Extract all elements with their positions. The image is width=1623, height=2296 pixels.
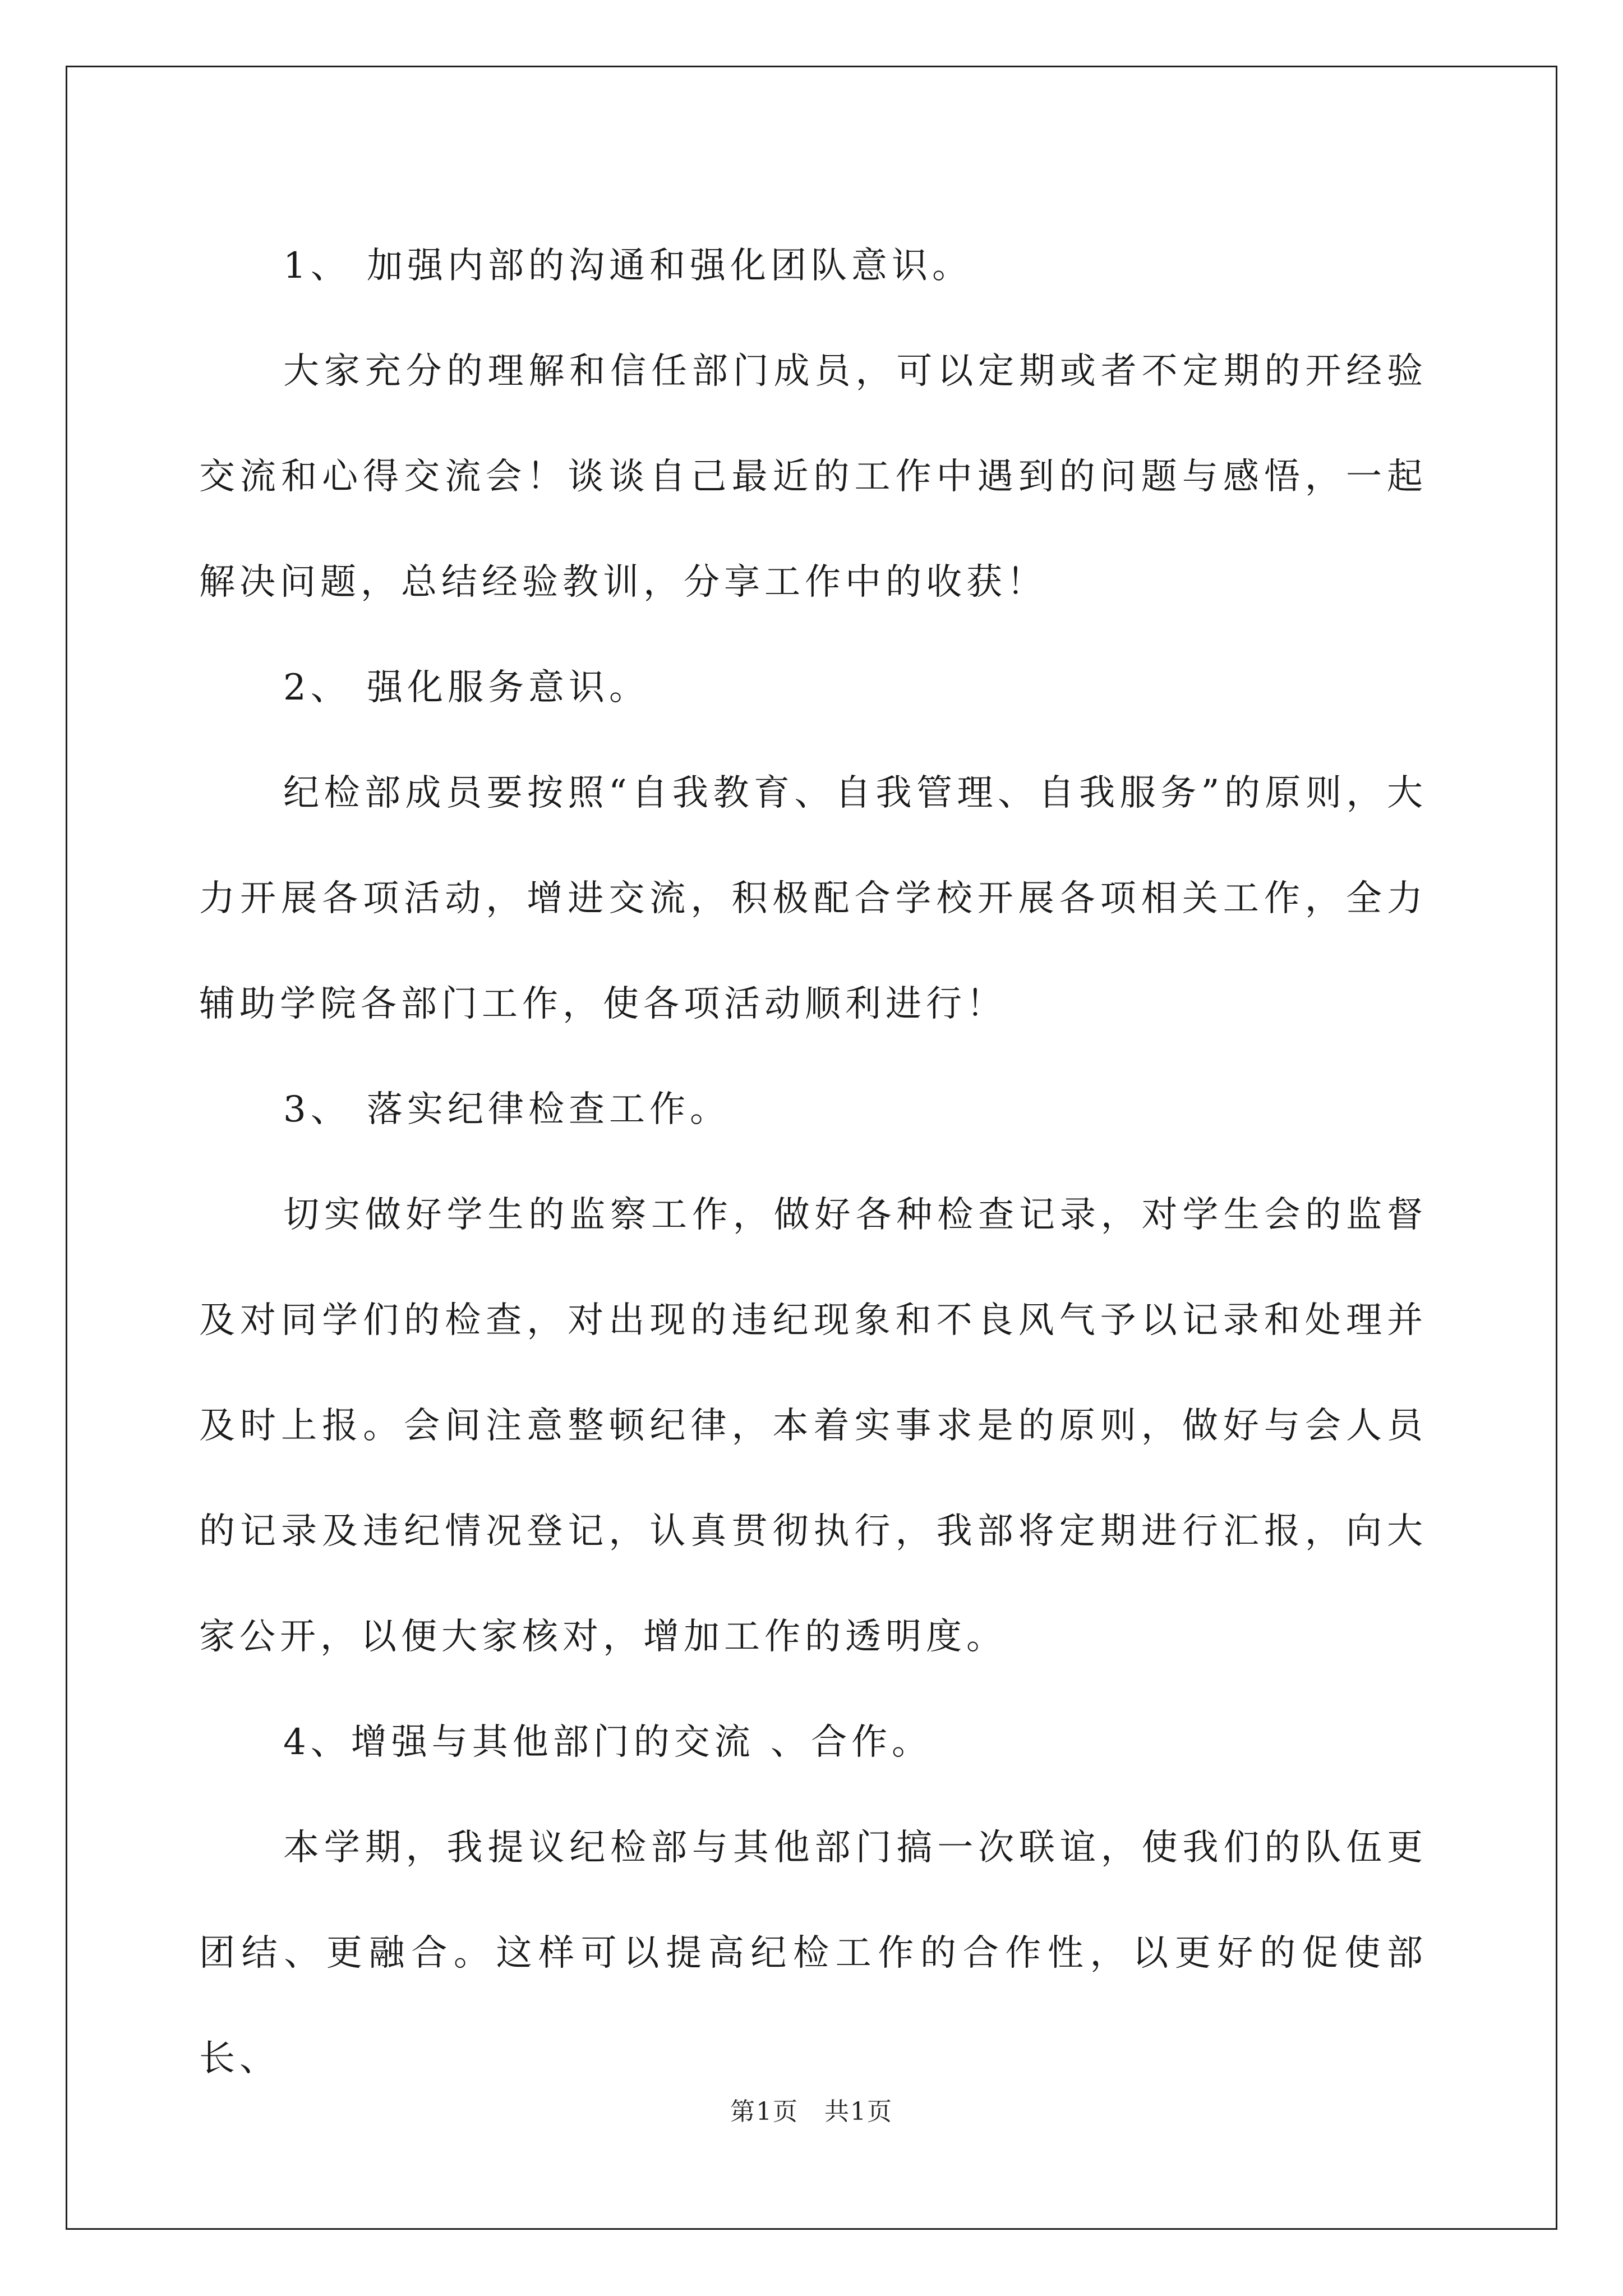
paragraph-2: 纪检部成员要按照“自我教育、自我管理、自我服务”的原则，大力开展各项活动，增进交流，积极配合学校开展各项相关工作，全力辅助学院各部门工作，使各项活动顺利进行！ (199, 772, 1427, 1025)
heading-4: 4、增强与其他部门的交流 、合作。 (283, 1722, 933, 1763)
document-body (199, 213, 1427, 2111)
paragraph-3: 切实做好学生的监察工作，做好各种检查记录，对学生会的监督及对同学们的检查，对出现的违纪现象和不良风气予以记录和处理并及时上报。会间注意整顿纪律，本着实事求是的原则，做好与会人员的记录及违纪情况登记，认真贯彻执行，我部将定期进行汇报，向大家公开，以便大家核对，增加工作的透明度。 (199, 1194, 1427, 1658)
paragraph-1: 大家充分的理解和信任部门成员，可以定期或者不定期的开经验交流和心得交流会！谈谈自己最近的工作中遇到的问题与感悟，一起解决问题，总结经验教训，分享工作中的收获！ (199, 351, 1427, 603)
page-footer: 第1页 共1页 (730, 2097, 893, 2126)
heading-1: 1、 加强内部的沟通和强化团队意识。 (283, 245, 973, 287)
heading-2: 2、 强化服务意识。 (283, 667, 650, 708)
paragraph-4: 本学期，我提议纪检部与其他部门搞一次联谊，使我们的队伍更团结、更融合。这样可以提高纪检工作的合作性，以更好的促使部长、 (199, 1827, 1427, 2079)
heading-3: 3、 落实纪律检查工作。 (283, 1089, 731, 1130)
